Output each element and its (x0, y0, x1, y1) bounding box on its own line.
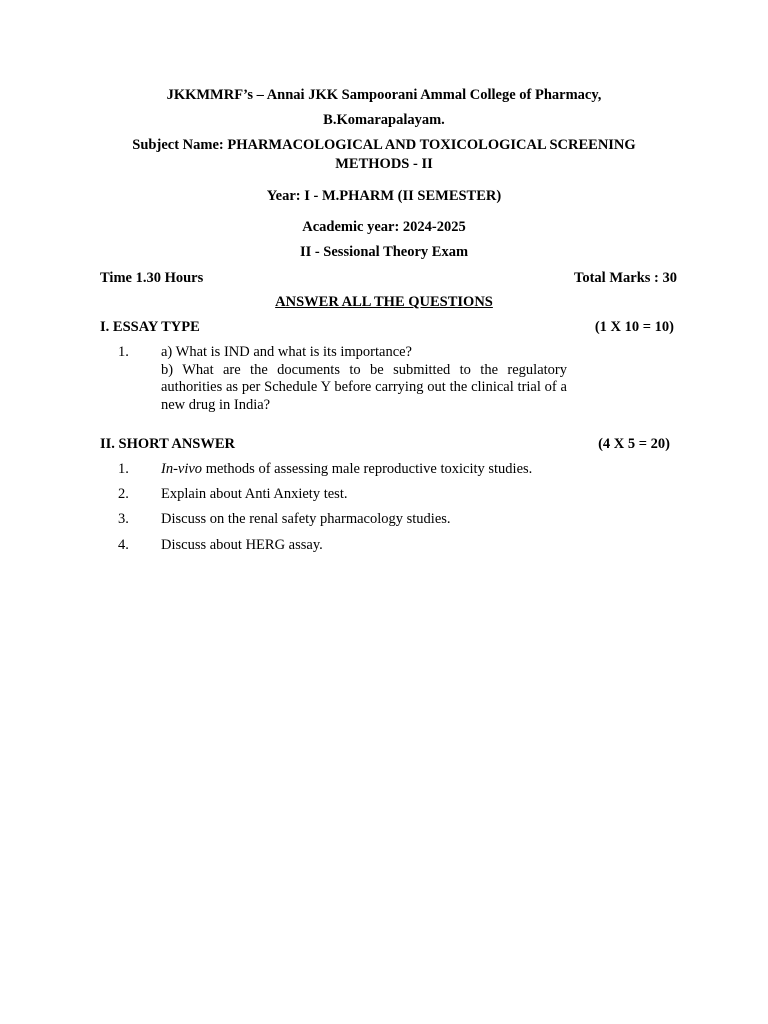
total-marks: Total Marks : 30 (574, 270, 677, 286)
short-question: Discuss about HERG assay. (161, 537, 323, 553)
essay-section-marks: (1 X 10 = 10) (594, 319, 674, 335)
short-answer-section-title: II. SHORT ANSWER (100, 436, 236, 452)
essay-question-number: 1. (118, 344, 129, 360)
college-name: JKKMMRF’s – Annai JKK Sampoorani Ammal College of Pharmacy, (166, 87, 602, 103)
exam-title: II - Sessional Theory Exam (299, 244, 469, 260)
short-question (161, 461, 532, 478)
instruction-text: ANSWER ALL THE QUESTIONS (275, 294, 493, 310)
short-question-text: methods of assessing male reproductive toxicity studies. (202, 461, 533, 477)
essay-question (161, 344, 567, 414)
short-question-number: 4. (118, 537, 129, 553)
essay-question-part-b: b) What are the documents to be submitted to the regulatory authorities as per Schedule Y before carrying out the clinical trial of a new drug in India? (161, 361, 567, 413)
short-question: Discuss on the renal safety pharmacology studies. (161, 511, 451, 527)
short-answer-section-marks: (4 X 5 = 20) (598, 436, 670, 452)
college-location: B.Komarapalayam. (323, 112, 445, 128)
subject-name-line1: Subject Name: PHARMACOLOGICAL AND TOXICOLOGICAL SCREENING (132, 137, 636, 153)
short-question-number: 3. (118, 511, 129, 527)
essay-question-part-a: a) What is IND and what is its importance? (161, 344, 412, 360)
short-question-italic-prefix: In-vivo (161, 461, 203, 477)
instruction (0, 294, 768, 311)
essay-section-title: I. ESSAY TYPE (100, 319, 200, 335)
short-question-number: 2. (118, 486, 129, 502)
short-question: Explain about Anti Anxiety test. (161, 486, 348, 502)
subject-name-line2: METHODS - II (335, 156, 433, 172)
academic-year: Academic year: 2024-2025 (302, 219, 466, 235)
short-question-number: 1. (118, 461, 129, 477)
year-semester: Year: I - M.PHARM (II SEMESTER) (266, 188, 502, 204)
exam-duration: Time 1.30 Hours (100, 270, 204, 286)
